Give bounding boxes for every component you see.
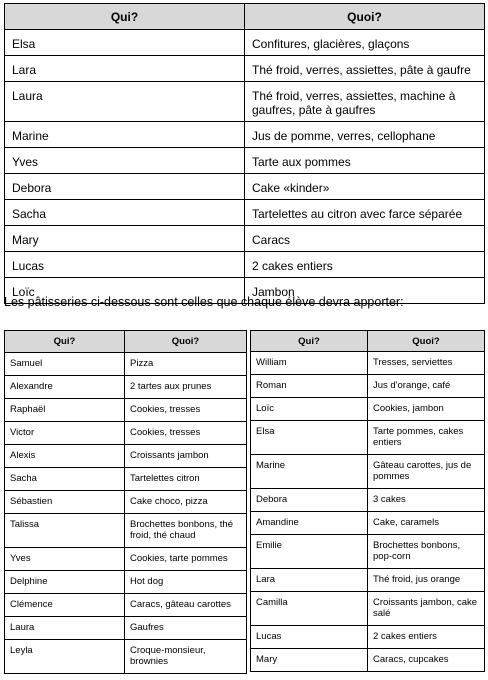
left-table bbox=[4, 330, 247, 674]
top-table bbox=[4, 3, 485, 304]
header-qui: Qui? bbox=[251, 331, 368, 352]
cell-items: Croissants jambon, cake salé bbox=[368, 592, 485, 626]
cell-name: Sébastien bbox=[5, 491, 125, 514]
table-row bbox=[5, 422, 247, 445]
table-row bbox=[5, 200, 485, 226]
cell-name: Raphaël bbox=[5, 399, 125, 422]
table-row bbox=[5, 353, 247, 376]
table-row bbox=[5, 30, 485, 56]
table-row bbox=[5, 122, 485, 148]
table-row bbox=[251, 421, 485, 455]
table-row bbox=[5, 594, 247, 617]
instruction-sentence: Les pâtisseries ci-dessous sont celles que chaque élève devra apporter: bbox=[4, 295, 404, 309]
cell-name: Marine bbox=[251, 455, 368, 489]
cell-items: Tartelettes au citron avec farce séparée bbox=[245, 200, 485, 226]
cell-items: 2 cakes entiers bbox=[245, 252, 485, 278]
header-qui: Qui? bbox=[5, 331, 125, 353]
cell-items: Jus d'orange, café bbox=[368, 375, 485, 398]
cell-items: Caracs, gâteau carottes bbox=[125, 594, 247, 617]
cell-name: Yves bbox=[5, 548, 125, 571]
header-quoi: Quoi? bbox=[125, 331, 247, 353]
cell-name: Marine bbox=[5, 122, 245, 148]
cell-items: Gaufres bbox=[125, 617, 247, 640]
cell-name: Delphine bbox=[5, 571, 125, 594]
cell-name: Mary bbox=[5, 226, 245, 252]
table-row bbox=[5, 640, 247, 674]
cell-items: Thé froid, verres, assiettes, machine à gaufres, pâte à gaufres bbox=[245, 82, 485, 122]
cell-items: Croque-monsieur, brownies bbox=[125, 640, 247, 674]
table-row bbox=[5, 548, 247, 571]
cell-items: Croissants jambon bbox=[125, 445, 247, 468]
table-row bbox=[251, 512, 485, 535]
cell-items: Hot dog bbox=[125, 571, 247, 594]
table-row bbox=[5, 56, 485, 82]
table-row bbox=[251, 455, 485, 489]
header-qui: Qui? bbox=[5, 4, 245, 30]
cell-items: Gâteau carottes, jus de pommes bbox=[368, 455, 485, 489]
table-row bbox=[5, 399, 247, 422]
table-row bbox=[251, 649, 485, 672]
cell-name: Victor bbox=[5, 422, 125, 445]
cell-items: Brochettes bonbons, pop-corn bbox=[368, 535, 485, 569]
cell-items: Tresses, serviettes bbox=[368, 352, 485, 375]
table-row bbox=[5, 514, 247, 548]
table-row bbox=[5, 376, 247, 399]
table-row bbox=[5, 252, 485, 278]
cell-items: Pizza bbox=[125, 353, 247, 376]
cell-items: Cookies, jambon bbox=[368, 398, 485, 421]
cell-items: Brochettes bonbons, thé froid, thé chaud bbox=[125, 514, 247, 548]
table-row bbox=[5, 174, 485, 200]
cell-items: Tarte pommes, cakes entiers bbox=[368, 421, 485, 455]
cell-name: Clémence bbox=[5, 594, 125, 617]
cell-items: Cookies, tarte pommes bbox=[125, 548, 247, 571]
cell-name: Laura bbox=[5, 617, 125, 640]
cell-name: Mary bbox=[251, 649, 368, 672]
cell-name: Yves bbox=[5, 148, 245, 174]
header-row bbox=[5, 4, 485, 30]
cell-name: Lara bbox=[251, 569, 368, 592]
table-row bbox=[251, 398, 485, 421]
cell-items: Cookies, tresses bbox=[125, 399, 247, 422]
cell-items: Caracs bbox=[245, 226, 485, 252]
cell-name: Roman bbox=[251, 375, 368, 398]
table-row bbox=[5, 491, 247, 514]
cell-items: Cake «kinder» bbox=[245, 174, 485, 200]
cell-name: Talissa bbox=[5, 514, 125, 548]
table-row bbox=[5, 617, 247, 640]
cell-items: Caracs, cupcakes bbox=[368, 649, 485, 672]
cell-name: Loïc bbox=[251, 398, 368, 421]
cell-items: Thé froid, verres, assiettes, pâte à gaufre bbox=[245, 56, 485, 82]
table-row bbox=[5, 571, 247, 594]
cell-name: Leyla bbox=[5, 640, 125, 674]
cell-name: William bbox=[251, 352, 368, 375]
table-row bbox=[5, 226, 485, 252]
table-row bbox=[251, 489, 485, 512]
cell-items: Cake choco, pizza bbox=[125, 491, 247, 514]
cell-items: Cake, caramels bbox=[368, 512, 485, 535]
table-row bbox=[251, 569, 485, 592]
cell-name: Laura bbox=[5, 82, 245, 122]
cell-name: Samuel bbox=[5, 353, 125, 376]
table-row bbox=[251, 592, 485, 626]
cell-name: Loïc bbox=[5, 278, 245, 304]
cell-name: Alexis bbox=[5, 445, 125, 468]
header-quoi: Quoi? bbox=[245, 4, 485, 30]
table-row bbox=[5, 445, 247, 468]
table-row bbox=[5, 148, 485, 174]
cell-items: Jus de pomme, verres, cellophane bbox=[245, 122, 485, 148]
cell-items: 3 cakes bbox=[368, 489, 485, 512]
cell-name: Debora bbox=[251, 489, 368, 512]
cell-items: Confitures, glacières, glaçons bbox=[245, 30, 485, 56]
table-row bbox=[251, 375, 485, 398]
table-row bbox=[251, 352, 485, 375]
cell-items: Thé froid, jus orange bbox=[368, 569, 485, 592]
table-row bbox=[251, 535, 485, 569]
cell-name: Elsa bbox=[5, 30, 245, 56]
cell-name: Lucas bbox=[251, 626, 368, 649]
cell-name: Elsa bbox=[251, 421, 368, 455]
header-row bbox=[251, 331, 485, 352]
right-table bbox=[250, 330, 485, 672]
cell-name: Amandine bbox=[251, 512, 368, 535]
cell-items: Jambon bbox=[245, 278, 485, 304]
cell-name: Debora bbox=[5, 174, 245, 200]
header-row bbox=[5, 331, 247, 353]
cell-name: Sacha bbox=[5, 200, 245, 226]
cell-name: Sacha bbox=[5, 468, 125, 491]
cell-items: Tarte aux pommes bbox=[245, 148, 485, 174]
cell-items: Tartelettes citron bbox=[125, 468, 247, 491]
cell-name: Alexandre bbox=[5, 376, 125, 399]
table-row bbox=[5, 82, 485, 122]
cell-name: Camilla bbox=[251, 592, 368, 626]
header-quoi: Quoi? bbox=[368, 331, 485, 352]
table-row bbox=[251, 626, 485, 649]
cell-items: 2 tartes aux prunes bbox=[125, 376, 247, 399]
table-row bbox=[5, 468, 247, 491]
cell-name: Lara bbox=[5, 56, 245, 82]
cell-name: Emilie bbox=[251, 535, 368, 569]
cell-name: Lucas bbox=[5, 252, 245, 278]
cell-items: Cookies, tresses bbox=[125, 422, 247, 445]
cell-items: 2 cakes entiers bbox=[368, 626, 485, 649]
